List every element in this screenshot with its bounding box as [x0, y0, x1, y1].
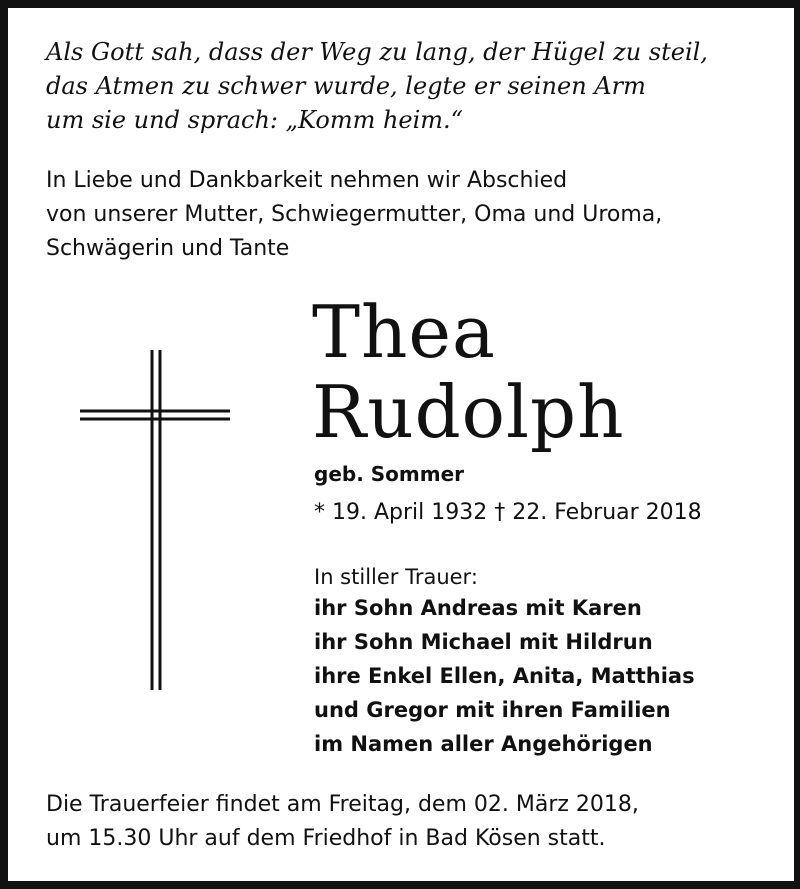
mourner-line-3: ihre Enkel Ellen, Anita, Matthias — [314, 664, 695, 688]
mourner-line-1: ihr Sohn Andreas mit Karen — [314, 596, 642, 620]
life-dates: * 19. April 1932 † 22. Februar 2018 — [314, 500, 702, 525]
last-name: Rudolph — [312, 370, 625, 454]
quote-line-3: um sie und sprach: „Komm heim.“ — [46, 106, 463, 134]
intro-line-2: von unserer Mutter, Schwiegermutter, Oma und Uroma, — [46, 202, 663, 227]
maiden-name: geb. Sommer — [314, 462, 465, 486]
mourner-line-5: im Namen aller Angehörigen — [314, 732, 653, 756]
quote-line-2: das Atmen zu schwer wurde, legte er seinen Arm — [46, 72, 646, 100]
intro-line-3: Schwägerin und Tante — [46, 236, 290, 261]
cross-icon — [70, 345, 240, 695]
quote-line-1: Als Gott sah, dass der Weg zu lang, der Hügel zu steil, — [46, 38, 708, 66]
mourner-line-4: und Gregor mit ihren Familien — [314, 698, 671, 722]
mourners-heading: In stiller Trauer: — [314, 565, 478, 589]
funeral-line-1: Die Trauerfeier findet am Freitag, dem 02. März 2018, — [46, 792, 639, 817]
funeral-line-2: um 15.30 Uhr auf dem Friedhof in Bad Kösen statt. — [46, 826, 606, 851]
first-name: Thea — [312, 290, 496, 374]
mourner-line-2: ihr Sohn Michael mit Hildrun — [314, 630, 653, 654]
intro-line-1: In Liebe und Dankbarkeit nehmen wir Abschied — [46, 168, 568, 193]
